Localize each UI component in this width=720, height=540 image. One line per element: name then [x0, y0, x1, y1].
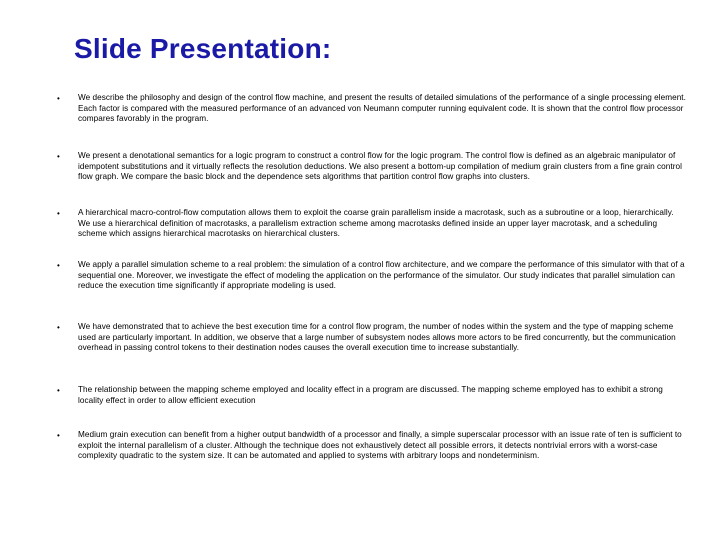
- bullet-marker: •: [57, 323, 60, 332]
- bullet-marker: •: [57, 431, 60, 440]
- bullet-text: A hierarchical macro-control-flow computation allows them to exploit the coarse grain parallelism inside a macrotask, such as a subroutine or a loop, hierarchically. We use a hierarchical definition of macrotasks, a parallelism extraction scheme among macrotasks defined inside an upper layer macrotask, and a scheduling scheme which assigns hierarchical macrotasks on hierarchical clusters.: [78, 208, 674, 239]
- bullet-marker: •: [57, 261, 60, 270]
- bullet-marker: •: [57, 94, 60, 103]
- bullet-text: The relationship between the mapping scheme employed and locality effect in a program are discussed. The mapping scheme employed has to exhibit a strong locality effect in order to allow efficient execution: [78, 385, 663, 405]
- bullet-text: Medium grain execution can benefit from a higher output bandwidth of a processor and finally, a simple superscalar processor with an issue rate of ten is sufficient to exploit the internal parallelism of a cluster. Although the technique does not exhaustively detect all possible errors, it detects nontrivial errors with a worst-case complexity quadratic to the system size. It can be automated and applied to systems with arbitrary loops and nondeterminism.: [78, 430, 682, 461]
- bullet-text: We have demonstrated that to achieve the best execution time for a control flow program, the number of nodes within the system and the type of mapping scheme used are particularly important. In addition, we observe that a large number of subsystem nodes allows more actors to be fired concurrently, but the communication overhead in passing control tokens to their destination nodes causes the overall execution time to increase substantially.: [78, 322, 676, 353]
- bullet-marker: •: [57, 209, 60, 218]
- bullet-text: We describe the philosophy and design of the control flow machine, and present the results of detailed simulations of the performance of a single processing element. Each factor is compared with the measured performance of an advanced von Neumann computer running equivalent code. It is shown that the control flow processor compares favorably in the program.: [78, 93, 686, 124]
- bullet-marker: •: [57, 386, 60, 395]
- bullet-text: We apply a parallel simulation scheme to a real problem: the simulation of a control flow architecture, and we compare the performance of this simulator with that of a sequential one. Moreover, we investigate the effect of modeling the application on the performance of the simulator. Our study indicates that parallel simulation can reduce the execution time significantly if appropriate modeling is used.: [78, 260, 685, 291]
- bullet-marker: •: [57, 152, 60, 161]
- slide-title: Slide Presentation:: [74, 33, 332, 64]
- bullet-text: We present a denotational semantics for a logic program to construct a control flow for the logic program. The control flow is defined as an algebraic manipulator of idempotent substitutions and it virtually reflects the resolution deductions. We also present a bottom-up compilation of medium grain clusters from a fine grain control flow graph. We compare the basic block and the dependence sets algorithms that partition control flow graphs into clusters.: [78, 151, 682, 182]
